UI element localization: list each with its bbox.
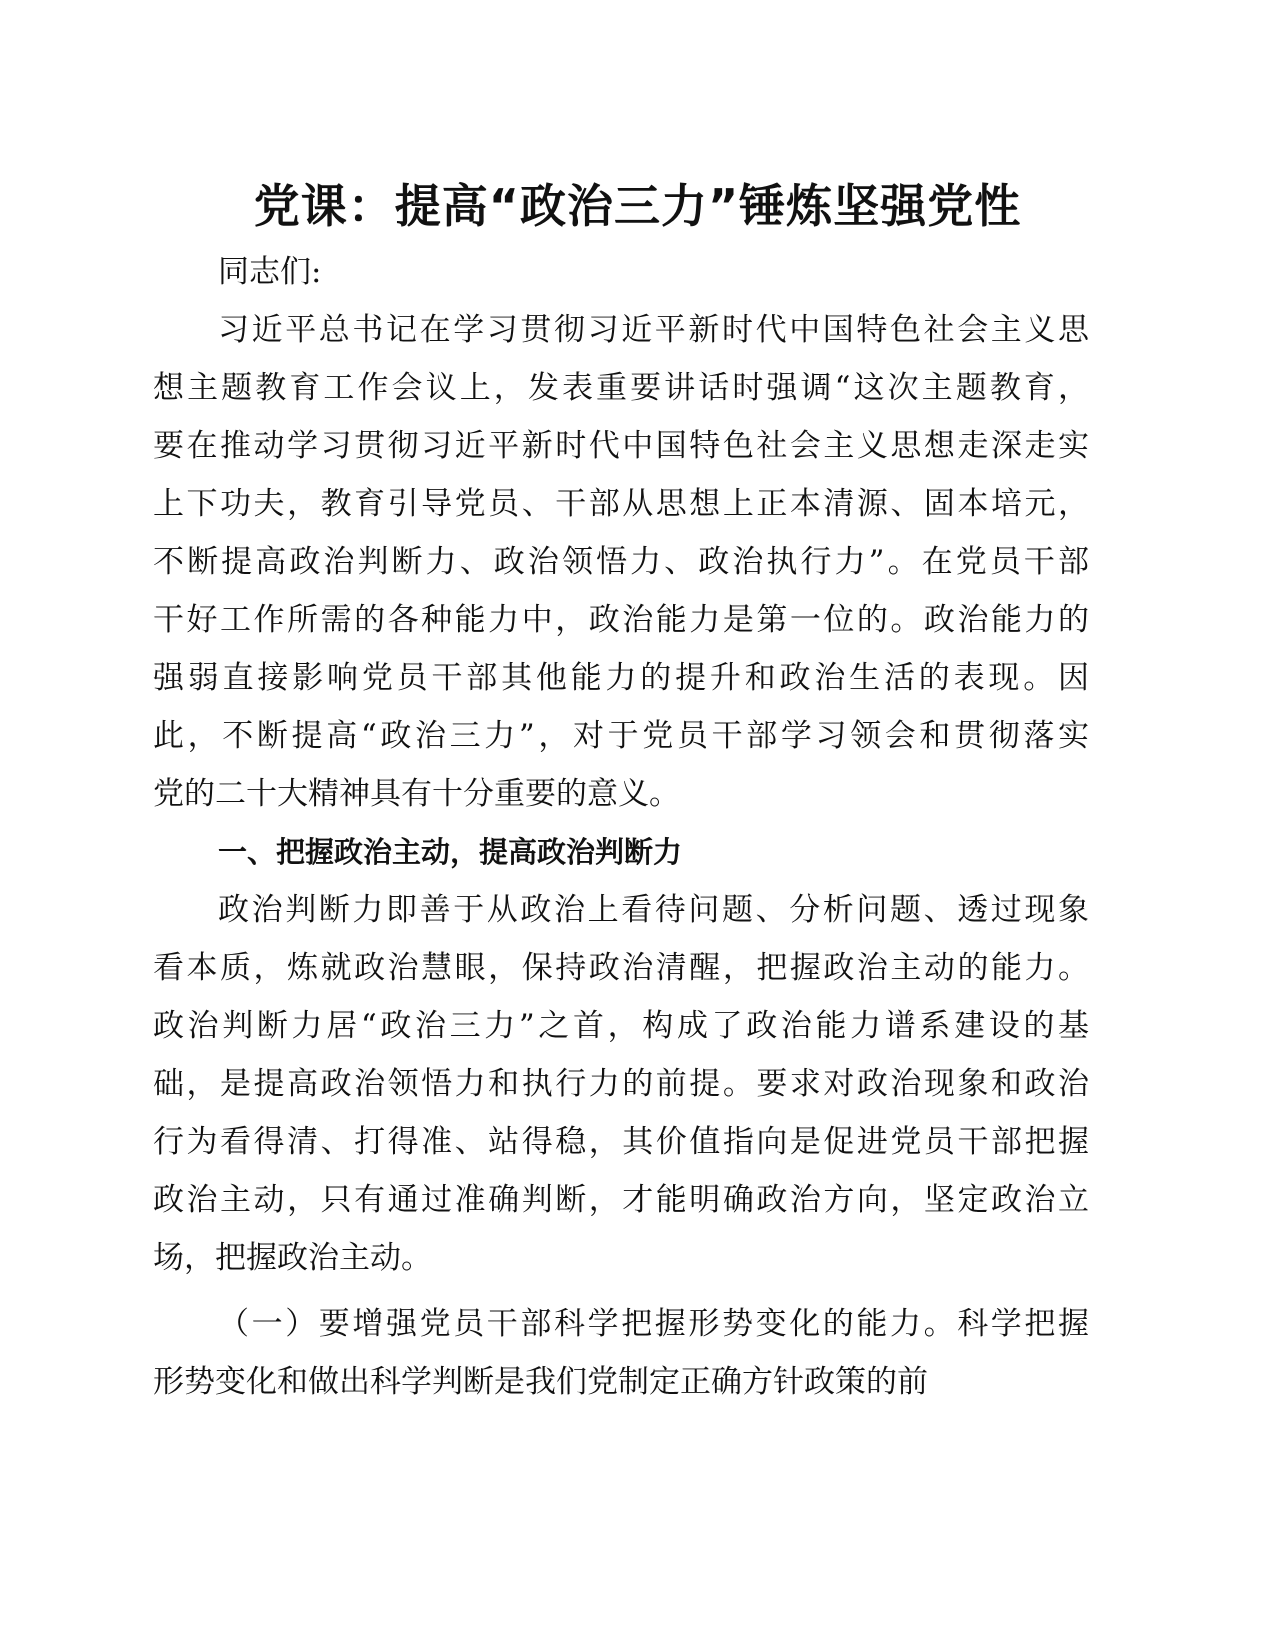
paragraph-1-line: 此，不断提高“政治三力”，对于党员干部学习领会和贯彻落实	[153, 718, 1089, 754]
section-heading: 一、把握政治主动，提高政治判断力	[218, 835, 683, 869]
paragraph-2-line: 场，把握政治主动。	[153, 1240, 432, 1276]
paragraph-1-line: 干好工作所需的各种能力中，政治能力是第一位的。政治能力的	[153, 602, 1089, 638]
paragraph-1-line: 习近平总书记在学习贯彻习近平新时代中国特色社会主义思	[218, 312, 1089, 348]
subsection-line: 形势变化和做出科学判断是我们党制定正确方针政策的前	[153, 1364, 928, 1400]
paragraph-1-line: 不断提高政治判断力、政治领悟力、政治执行力”。在党员干部	[153, 544, 1089, 580]
paragraph-1-line: 上下功夫，教育引导党员、干部从思想上正本清源、固本培元，	[153, 486, 1089, 522]
salutation: 同志们:	[218, 254, 322, 290]
paragraph-2-line: 看本质，炼就政治慧眼，保持政治清醒，把握政治主动的能力。	[153, 950, 1089, 986]
subsection-line: （一）要增强党员干部科学把握形势变化的能力。科学把握	[218, 1306, 1089, 1342]
paragraph-1-line: 要在推动学习贯彻习近平新时代中国特色社会主义思想走深走实	[153, 428, 1089, 464]
paragraph-1-line: 想主题教育工作会议上，发表重要讲话时强调“这次主题教育，	[153, 370, 1089, 406]
document-title: 党课：提高“政治三力”锤炼坚强党性	[253, 179, 1022, 233]
paragraph-2-line: 政治判断力居“政治三力”之首，构成了政治能力谱系建设的基	[153, 1008, 1089, 1044]
paragraph-2-line: 础，是提高政治领悟力和执行力的前提。要求对政治现象和政治	[153, 1066, 1089, 1102]
paragraph-2-line: 政治判断力即善于从政治上看待问题、分析问题、透过现象	[218, 892, 1089, 928]
paragraph-1-line: 强弱直接影响党员干部其他能力的提升和政治生活的表现。因	[153, 660, 1089, 696]
document-body	[153, 243, 1089, 1411]
paragraph-1-line: 党的二十大精神具有十分重要的意义。	[153, 776, 680, 812]
paragraph-2-line: 政治主动，只有通过准确判断，才能明确政治方向，坚定政治立	[153, 1182, 1089, 1218]
paragraph-2-line: 行为看得清、打得准、站得稳，其价值指向是促进党员干部把握	[153, 1124, 1089, 1160]
